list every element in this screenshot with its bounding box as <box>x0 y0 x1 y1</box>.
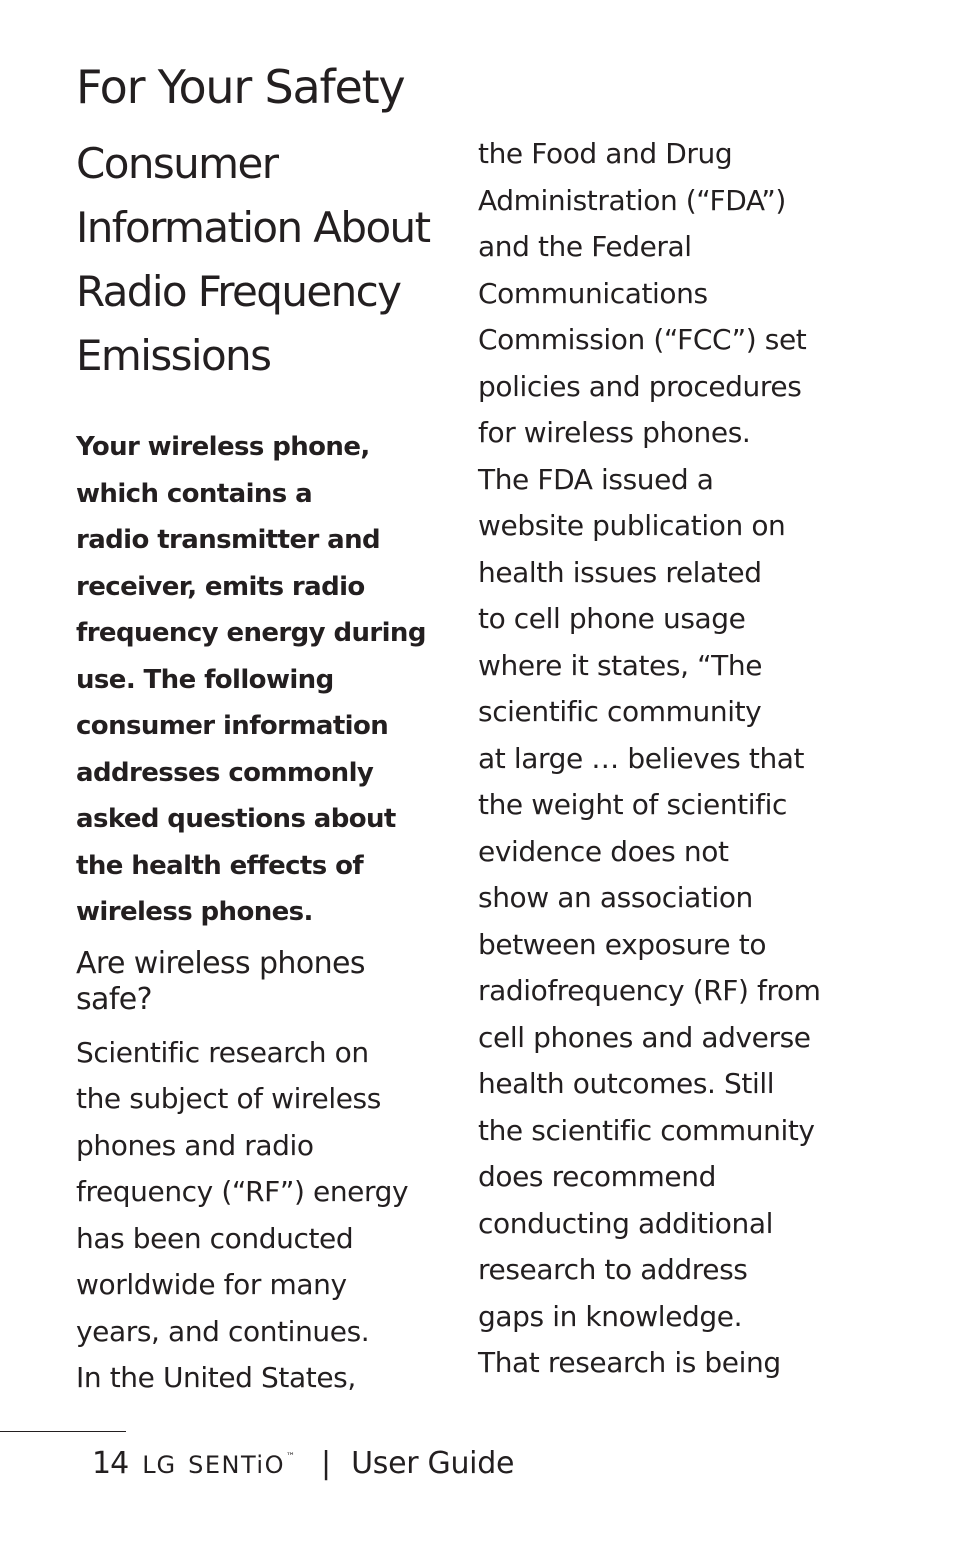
body-line: the scientific community <box>478 1113 815 1147</box>
body-line: the subject of wireless <box>76 1082 381 1115</box>
intro-line: frequency energy during <box>76 618 426 648</box>
intro-line: receiver, emits radio <box>76 571 365 602</box>
trademark-mark: ™ <box>286 1452 295 1462</box>
body-line: In the United States, <box>76 1361 356 1394</box>
user-guide-label: User Guide <box>351 1446 515 1481</box>
brand-logo-lg: LG <box>142 1451 177 1479</box>
body-line: where it states, “The <box>478 648 763 682</box>
main-heading <box>76 132 456 388</box>
body-line: health issues related <box>478 555 762 589</box>
heading-line: Information About <box>76 203 430 252</box>
body-line: phones and radio <box>76 1128 314 1162</box>
body-line: has been conducted <box>76 1221 354 1255</box>
intro-line: radio transmitter and <box>76 525 381 555</box>
body-line: website publication on <box>478 509 786 542</box>
right-column <box>478 131 878 1387</box>
subheading <box>76 946 456 1018</box>
body-line: The FDA issued a <box>478 462 714 496</box>
subheading-line: safe? <box>76 981 152 1017</box>
intro-line: Your wireless phone, <box>76 432 370 462</box>
section-title: For Your Safety <box>76 60 405 114</box>
intro-paragraph <box>76 424 456 936</box>
subheading-line: Are wireless phones <box>76 945 365 981</box>
body-line: and the Federal <box>478 230 692 263</box>
intro-line: use. The following <box>76 664 334 695</box>
intro-line: the health effects of <box>76 850 364 881</box>
heading-line: Radio Frequency <box>76 267 401 316</box>
body-line: Scientific research on <box>76 1035 369 1069</box>
body-line: frequency (“RF”) energy <box>76 1175 409 1208</box>
body-line: the Food and Drug <box>478 137 733 170</box>
body-line: gaps in knowledge. <box>478 1299 743 1333</box>
intro-line: consumer information <box>76 711 389 741</box>
body-line: worldwide for many <box>76 1268 347 1301</box>
intro-line: which contains a <box>76 478 313 509</box>
body-line: for wireless phones. <box>478 416 751 449</box>
body-line: evidence does not <box>478 834 729 868</box>
body-line: Communications <box>478 276 708 310</box>
body-line: does recommend <box>478 1160 716 1193</box>
left-column <box>76 132 456 1402</box>
product-model-logo: SENTiO <box>188 1451 285 1479</box>
body-line: health outcomes. Still <box>478 1067 775 1100</box>
page-number: 14 <box>92 1446 129 1481</box>
body-line: to cell phone usage <box>478 602 746 635</box>
intro-line: addresses commonly <box>76 757 374 788</box>
heading-line: Emissions <box>76 331 271 380</box>
body-line: conducting additional <box>478 1206 774 1240</box>
body-line: policies and procedures <box>478 369 802 403</box>
footer-separator: | <box>321 1446 332 1481</box>
body-line: show an association <box>478 881 753 914</box>
body-line: the weight of scientific <box>478 788 787 821</box>
intro-line: wireless phones. <box>76 897 313 927</box>
body-line: at large … believes that <box>478 741 805 775</box>
footer-rule <box>0 1431 126 1432</box>
body-line: radiofrequency (RF) from <box>478 974 821 1007</box>
heading-line: Consumer <box>76 139 278 188</box>
body-paragraph-left <box>76 1030 456 1402</box>
body-line: That research is being <box>478 1346 781 1379</box>
body-line: between exposure to <box>478 927 767 961</box>
body-line: scientific community <box>478 695 762 728</box>
body-line: Administration (“FDA”) <box>478 183 786 217</box>
body-line: cell phones and adverse <box>478 1020 811 1054</box>
body-paragraph-right <box>478 131 878 1387</box>
intro-line: asked questions about <box>76 804 396 834</box>
page-footer <box>92 1446 514 1486</box>
body-line: research to address <box>478 1253 748 1286</box>
body-line: Commission (“FCC”) set <box>478 323 807 356</box>
body-line: years, and continues. <box>76 1314 370 1348</box>
